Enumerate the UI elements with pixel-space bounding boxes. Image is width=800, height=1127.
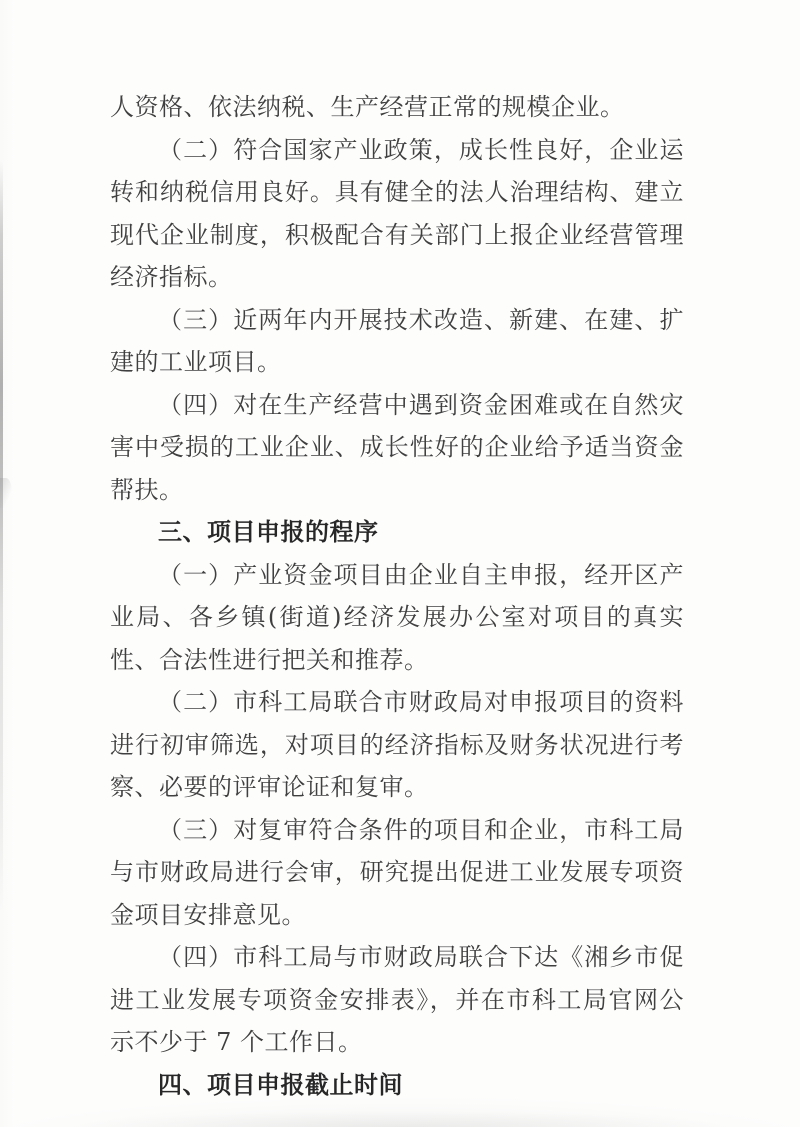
body-paragraph: 人资格、依法纳税、生产经营正常的规模企业。 [110,93,625,121]
scan-paper-edge-artifact [0,160,3,915]
body-paragraph: （二）市科工局联合市财政局对申报项目的资料进行初审筛选，对项目的经济指标及财务状况进行考察、必要的评审论证和复审。 [110,688,684,801]
section-heading: 四、项目申报截止时间 [158,1070,403,1099]
document-content [110,86,684,1106]
body-paragraph: （一）产业资金项目由企业自主申报，经开区产业局、各乡镇(街道)经济发展办公室对项目的真实性、合法性进行把关和推荐。 [110,560,684,674]
body-paragraph: （四）市科工局与市财政局联合下达《湘乡市促进工业发展专项资金安排表》，并在市科工局官网公示不少于 7 个工作日。 [110,943,684,1056]
section-heading: 三、项目申报的程序 [158,518,379,546]
body-paragraph: （三）近两年内开展技术改造、新建、在建、扩建的工业项目。 [110,305,684,376]
body-paragraph: （三）对复审符合条件的项目和企业，市科工局与市财政局进行会审，研究提出促进工业发展专项资金项目安排意见。 [110,815,684,929]
body-paragraph: （四）对在生产经营中遇到资金困难或在自然灾害中受损的工业企业、成长性好的企业给予适当资金帮扶。 [110,390,684,504]
scan-bottom-shadow [80,1111,720,1127]
scan-crease-artifact [0,478,12,508]
body-paragraph: （二）符合国家产业政策，成长性良好，企业运转和纳税信用良好。具有健全的法人治理结构、建立现代企业制度，积极配合有关部门上报企业经营管理经济指标。 [110,135,684,291]
